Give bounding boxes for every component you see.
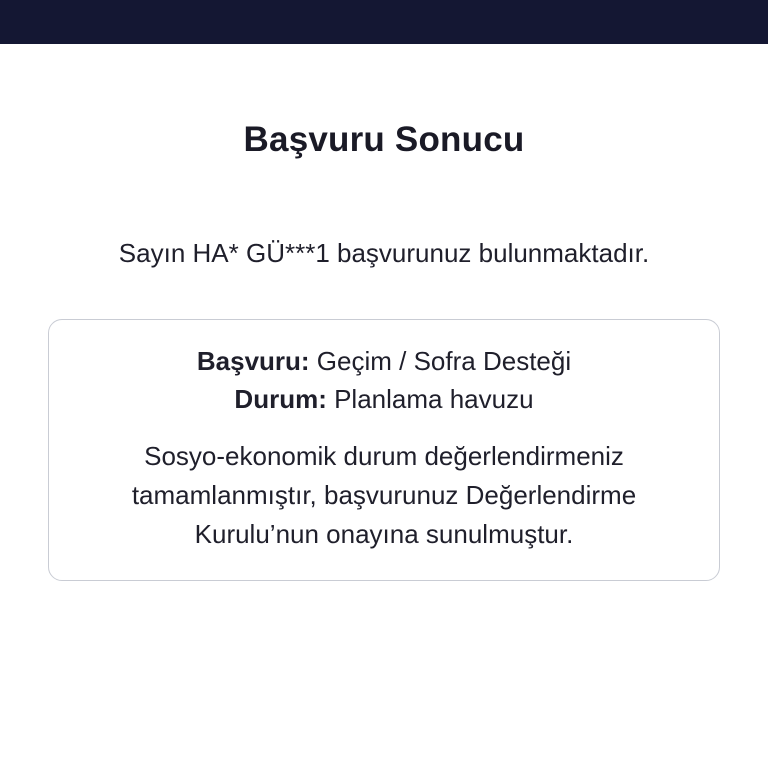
page-title: Başvuru Sonucu (243, 120, 525, 159)
status-row (75, 380, 693, 418)
result-card (48, 319, 720, 581)
status-description: Sosyo-ekonomik durum değerlendirmeniz tamamlanmıştır, başvurunuz Değerlendirme Kurulu’nun onayına sunulmuştur. (131, 440, 637, 549)
main-content (0, 44, 768, 768)
application-value: Geçim / Sofra Desteği (316, 346, 572, 376)
status-value: Planlama havuzu (334, 384, 534, 415)
application-label: Başvuru: (196, 346, 317, 376)
status-label: Durum: (234, 384, 335, 415)
status-bar (0, 0, 768, 44)
application-row (75, 342, 693, 380)
greeting-text: Sayın HA* GÜ***1 başvurunuz bulunmaktadır. (118, 238, 650, 268)
